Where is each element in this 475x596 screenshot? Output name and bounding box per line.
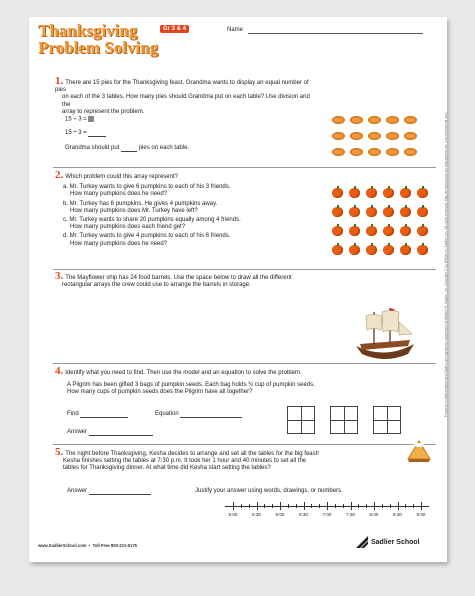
number-line-minor-tick (249, 504, 250, 508)
number-line-minor-tick (382, 504, 383, 508)
number-line-label: 8:00 (369, 512, 379, 517)
number-line-minor-tick (366, 504, 367, 508)
pumpkin-icon (383, 207, 394, 217)
question-number: 1. (55, 75, 64, 87)
number-line-label: 8:30 (393, 512, 402, 517)
number-line-minor-tick (272, 504, 273, 508)
pumpkin-icon (400, 207, 411, 217)
pumpkin-icon (366, 245, 377, 255)
pie-icon (332, 148, 345, 156)
fraction-model-box-1 (287, 406, 315, 434)
name-line (248, 33, 423, 34)
pumpkin-icon (417, 226, 428, 236)
pumpkin-array (332, 185, 437, 265)
number-line-minor-tick (405, 504, 406, 508)
number-line-tick (304, 502, 305, 510)
q5-answer: Answer (67, 488, 151, 495)
number-line-label: 7:00 (322, 512, 332, 517)
question-4: 4. Identify what you need to find. Then use the model and an equation to solve the problem. A Pilgrim has been gifted 3 bags of pumpkin seeds. Each bag holds ¾ cup of pumpkin seeds. How many cups of pumpkin seeds does the Pilgrim have all together? (55, 365, 315, 396)
number-line-minor-tick (241, 504, 242, 508)
pumpkin-icon (383, 188, 394, 198)
pumpkin-icon (332, 245, 343, 255)
q1-equation-1: 15 ÷ 3 = (65, 116, 94, 124)
number-line-tick (374, 502, 375, 510)
pie-slice-icon (405, 437, 433, 470)
number-line-label: 7:30 (346, 512, 355, 517)
divider (53, 363, 436, 364)
number-line-label: 9:00 (416, 512, 426, 517)
filled-box (88, 116, 94, 122)
pie-icon (386, 148, 399, 156)
time-number-line (225, 500, 429, 522)
number-line-tick (257, 502, 258, 510)
pumpkin-icon (366, 188, 377, 198)
number-line-minor-tick (264, 504, 265, 508)
footer-contact: www.SadlierSchool.com • Toll Free 800-221-5175 (38, 543, 137, 548)
number-line-minor-tick (296, 504, 297, 508)
pie-icon (350, 132, 363, 140)
question-1: 1. There are 15 pies for the Thanksgiving feast. Grandma wants to display an equal number of pies on each of the 3 tables. How many pies should Grandma put on each table? Use division and the array to represent the problem. (55, 75, 310, 115)
sadlier-logo: Sadlier School (355, 535, 420, 549)
number-line-label: 5:00 (228, 512, 238, 517)
pie-array (332, 116, 422, 166)
number-line-tick (233, 502, 234, 510)
question-2: 2. Which problem could this array represent? a. Mr. Turkey wants to give 6 pumpkins to each of his 3 friends. How many pumpkins does he need? b. Mr. Turkey has 6 pumpkins. He gives 4 pumpkins away. How many pumpkins does Mr. Turkey have left? c. Mr. Turkey wants to share 20 pumpkins equally among 4 friends. How many pumpkins does each friend get? d. Mr. Turkey wants to give 4 pumpkins to each of his 6 friends. How many pumpkins does he need? (55, 172, 325, 250)
pie-icon (368, 148, 381, 156)
worksheet-page (29, 17, 447, 562)
q4-answer: Answer (67, 429, 153, 436)
pumpkin-icon (332, 207, 343, 217)
question-3: 3. The Mayflower ship has 24 food barrels. Use the space below to draw all the different rectangular arrays the crew could use to arrange the barrels in storage. (55, 270, 292, 289)
pumpkin-icon (349, 207, 360, 217)
number-line-minor-tick (390, 504, 391, 508)
pumpkin-icon (400, 188, 411, 198)
pumpkin-icon (332, 188, 343, 198)
number-line-tick (421, 502, 422, 510)
number-line-minor-tick (335, 504, 336, 508)
mayflower-ship-icon (352, 304, 418, 369)
q2-option: a. Mr. Turkey wants to give 6 pumpkins to each of his 3 friends. How many pumpkins does he need? (63, 184, 231, 198)
divider (53, 167, 436, 168)
pumpkin-icon (349, 188, 360, 198)
number-line-minor-tick (343, 504, 344, 508)
pie-icon (386, 116, 399, 124)
pumpkin-icon (400, 226, 411, 236)
question-5: 5. The night before Thanksgiving, Kesha decides to arrange and set all the tables for the big feast! Kesha finishes setting the tables at 7:30 p.m. It took her 1 hour and 40 minutes to set all the tables for Thanksgiving dinner. At what time did Kesha start setting the tables? (55, 446, 319, 472)
q4-find: Find (67, 411, 128, 418)
pie-icon (404, 132, 417, 140)
number-line-label: 6:30 (299, 512, 308, 517)
sadlier-logo-icon (355, 535, 369, 549)
pumpkin-icon (332, 226, 343, 236)
number-line-minor-tick (358, 504, 359, 508)
number-line-minor-tick (319, 504, 320, 508)
divider (53, 444, 436, 445)
q2-options (63, 184, 325, 248)
q2-option: b. Mr. Turkey has 6 pumpkins. He gives 4 pumpkins away. How many pumpkins does Mr. Turkey have left? (63, 200, 218, 214)
divider (53, 269, 436, 270)
pumpkin-icon (383, 226, 394, 236)
pie-icon (404, 148, 417, 156)
worksheet-title: Thanksgiving Problem Solving (38, 21, 159, 57)
pie-icon (404, 116, 417, 124)
pumpkin-icon (417, 188, 428, 198)
fraction-model-box-2 (330, 406, 358, 434)
q1-answer: Grandma should put pies on each table. (65, 145, 190, 151)
pumpkin-icon (400, 245, 411, 255)
number-line-tick (327, 502, 328, 510)
pumpkin-icon (417, 245, 428, 255)
number-line-tick (398, 502, 399, 510)
pie-icon (368, 116, 381, 124)
copyright-note: Progress in Mathematics and Sadlier are registered trademarks of William H. Sadlier, Inc. Copyright © by William H. Sadlier, Inc. All rights reserved. May be reproduced for educational use (not commercial use). (444, 111, 448, 417)
fraction-model-box-3 (373, 406, 401, 434)
number-line-tick (280, 502, 281, 510)
q1-equation-2: 15 ÷ 3 = (65, 130, 106, 137)
number-line-minor-tick (413, 504, 414, 508)
pie-icon (350, 148, 363, 156)
pumpkin-icon (417, 207, 428, 217)
pie-icon (332, 132, 345, 140)
pie-icon (368, 132, 381, 140)
pumpkin-icon (366, 226, 377, 236)
name-label: Name (227, 27, 244, 33)
q2-option: c. Mr. Turkey wants to share 20 pumpkins equally among 4 friends. How many pumpkins does each friend get? (63, 217, 241, 231)
pie-icon (332, 116, 345, 124)
number-line-label: 6:00 (275, 512, 285, 517)
number-line-minor-tick (288, 504, 289, 508)
grade-badge: Gr 3 & 4 (160, 25, 189, 33)
pie-icon (386, 132, 399, 140)
q5-justify: Justify your answer using words, drawings, or numbers. (195, 488, 343, 494)
q4-equation: Equation (155, 411, 242, 418)
pumpkin-icon (366, 207, 377, 217)
number-line-tick (351, 502, 352, 510)
number-line-label: 5:30 (252, 512, 261, 517)
pie-icon (350, 116, 363, 124)
q2-option: d. Mr. Turkey wants to give 4 pumpkins to each of his 6 friends. How many pumpkins does he need? (63, 233, 231, 247)
pumpkin-icon (349, 226, 360, 236)
number-line-minor-tick (311, 504, 312, 508)
pumpkin-icon (349, 245, 360, 255)
pumpkin-icon (383, 245, 394, 255)
